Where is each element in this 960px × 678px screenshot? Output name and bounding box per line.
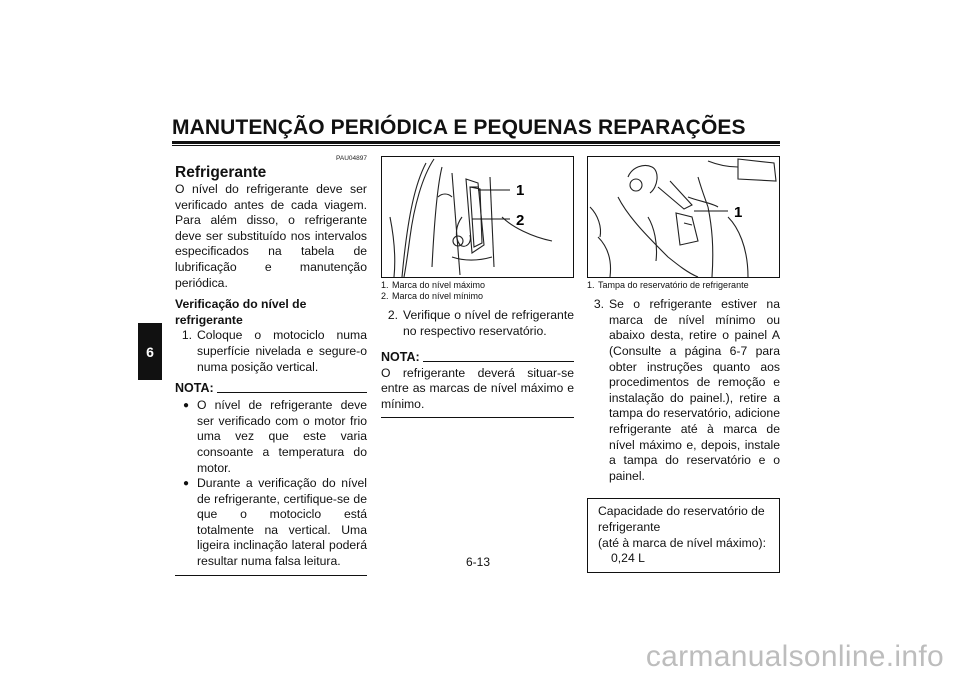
chapter-tab <box>138 323 162 380</box>
caption-item <box>587 280 780 291</box>
step-text: Verifique o nível de refrigerante no respectivo reservatório. <box>403 308 574 338</box>
note-label: NOTA: <box>175 381 214 396</box>
bullet-icon: ● <box>183 478 190 490</box>
document-code: PAU04897 <box>336 155 367 162</box>
chapter-number: 6 <box>146 343 154 360</box>
note-rule <box>423 361 574 362</box>
bullet-icon: ● <box>183 400 190 412</box>
note-end-rule <box>381 417 574 418</box>
page-header-title: MANUTENÇÃO PERIÓDICA E PEQUENAS REPARAÇÕES <box>172 116 746 139</box>
caption-number: 1. <box>587 280 595 290</box>
bullet-text: O nível de refrigerante deve ser verificado com o motor frio uma vez que este varia consoante a temperatura do motor. <box>197 398 367 475</box>
step-number: 2. <box>387 308 398 323</box>
note-label: NOTA: <box>381 349 420 364</box>
caption-item <box>381 280 574 291</box>
column-3 <box>587 156 780 573</box>
caption-item <box>381 291 574 302</box>
caption-number: 1. <box>381 280 389 290</box>
caption-number: 2. <box>381 291 389 302</box>
note-bullet <box>175 476 367 570</box>
step-text: Coloque o motociclo numa superfície nivelada e segure-o numa posição vertical. <box>197 328 367 374</box>
section-title: Refrigerante <box>175 164 267 181</box>
note-heading <box>175 381 367 395</box>
figure-callout-1: 1 <box>516 182 525 199</box>
header-rule-thin <box>172 145 780 146</box>
reservoir-cap-illustration <box>588 157 779 277</box>
spec-label-detail: (até à marca de nível máximo): <box>598 535 766 550</box>
figure-callout-2: 2 <box>516 212 525 229</box>
page-number: 6-13 <box>466 555 491 569</box>
step-2 <box>381 308 574 339</box>
column-2 <box>381 156 574 418</box>
reservoir-cap-figure <box>587 156 780 278</box>
spec-value: 0,24 L <box>611 551 645 566</box>
caption-text: Tampa do reservatório de refrigerante <box>598 280 749 290</box>
note-heading <box>381 350 574 364</box>
step-number: 3. <box>593 297 604 312</box>
watermark: carmanualsonline.info <box>645 640 944 673</box>
intro-paragraph: O nível do refrigerante deve ser verificado antes de cada viagem. Para além disso, o refrigerante deve ser substituído nos intervalos especificados na tabela de lubrificação e manutenção periódica. <box>175 182 367 290</box>
figure-callout-1: 1 <box>734 204 743 221</box>
bullet-text: Durante a verificação do nível de refrigerante, certifique-se de que o motociclo está totalmente na vertical. Uma ligeira inclinação lateral poderá resultar numa falsa leitura. <box>197 476 367 569</box>
step-text: Se o refrigerante estiver na marca de nível mínimo ou abaixo desta, retire o painel A (Consulte a página 6-7 para obter instruções quanto aos procedimentos de remoção e instalação do painel.), retire a tampa do reservatório, adicione refrigerante até à marca de nível máximo e, depois, instale a tampa do reservatório e o painel. <box>609 297 780 483</box>
step-number: 1. <box>181 328 192 343</box>
spec-label: Capacidade do reservatório de refrigerante <box>598 504 765 534</box>
header-rule <box>172 141 780 144</box>
note-rule <box>217 392 367 393</box>
note-text: O refrigerante deverá situar-se entre as marcas de nível máximo e mínimo. <box>381 365 574 411</box>
coolant-level-figure <box>381 156 574 278</box>
step-1 <box>175 328 367 375</box>
note-end-rule <box>175 575 367 576</box>
step-3 <box>587 297 780 484</box>
figure-caption <box>381 280 574 302</box>
figure-caption <box>587 280 780 291</box>
column-1 <box>175 155 367 576</box>
note-bullet <box>175 398 367 476</box>
caption-text: Marca do nível mínimo <box>392 291 484 302</box>
subsection-title: Verificação do nível de refrigerante <box>175 297 307 327</box>
reservoir-illustration <box>382 157 573 277</box>
capacity-spec-box <box>587 498 780 572</box>
caption-text: Marca do nível máximo <box>392 280 486 290</box>
